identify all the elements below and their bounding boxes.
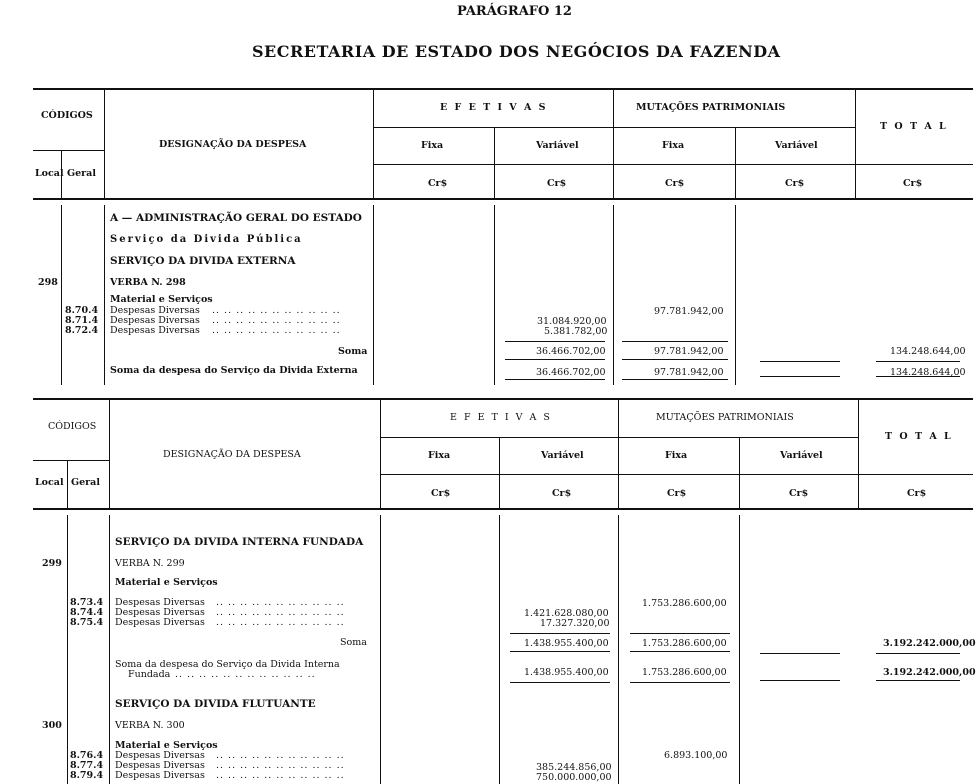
leader-dots: .. .. .. .. .. .. .. .. .. .. .. xyxy=(216,607,345,618)
currency-label: Cr$ xyxy=(907,488,927,499)
row-desc: Despesas Diversas xyxy=(115,760,205,771)
local-code: 299 xyxy=(42,558,62,569)
leader-dots: .. .. .. .. .. .. .. .. .. .. .. .. xyxy=(175,669,316,680)
local-label: Local xyxy=(35,168,64,179)
soma-servico-variavel: 36.466.702,00 xyxy=(536,367,606,378)
local-code: 298 xyxy=(38,277,58,288)
efetivas-label: E F E T I V A S xyxy=(450,412,552,423)
variavel-value: 17.327.320,00 xyxy=(540,618,610,629)
currency-label: Cr$ xyxy=(431,488,451,499)
material-label: Material e Serviços xyxy=(115,740,218,751)
mutacoes-fixa-label: Fixa xyxy=(665,450,688,461)
soma-mut-fixa: 1.753.286.600,00 xyxy=(642,638,727,649)
material-label: Material e Serviços xyxy=(115,577,218,588)
leader-dots: .. .. .. .. .. .. .. .. .. .. .. xyxy=(216,760,345,771)
row-desc: Despesas Diversas xyxy=(110,325,200,336)
servico-divida-publica: Serviço da Divida Pública xyxy=(110,234,303,245)
soma-servico-label: Soma da despesa do Serviço da Divida Externa xyxy=(110,365,358,376)
codigos-label: CÓDIGOS xyxy=(48,421,97,432)
section-subtitle: SERVIÇO DA DIVIDA INTERNA FUNDADA xyxy=(115,536,364,548)
geral-label: Geral xyxy=(71,477,100,488)
variavel-value: 750.000.000,00 xyxy=(536,772,612,783)
geral-label: Geral xyxy=(67,168,96,179)
verba-label: VERBA N. 299 xyxy=(115,558,185,569)
mutacoes-variavel-label: Variável xyxy=(780,450,823,461)
geral-code: 8.72.4 xyxy=(65,325,99,336)
leader-dots: .. .. .. .. .. .. .. .. .. .. .. xyxy=(216,770,345,781)
currency-label: Cr$ xyxy=(552,488,572,499)
soma-variavel: 36.466.702,00 xyxy=(536,346,606,357)
geral-code: 8.74.4 xyxy=(70,607,104,618)
soma-servico-label: Soma da despesa do Serviço da Divida Interna xyxy=(115,659,340,670)
mut-fixa-value: 1.753.286.600,00 xyxy=(642,598,727,609)
leader-dots: .. .. .. .. .. .. .. .. .. .. .. xyxy=(216,750,345,761)
soma-servico-label-cont: Fundada xyxy=(128,669,171,680)
row-desc: Despesas Diversas xyxy=(115,597,205,608)
leader-dots: .. .. .. .. .. .. .. .. .. .. .. xyxy=(216,597,345,608)
mut-fixa-value: 97.781.942,00 xyxy=(654,306,724,317)
geral-code: 8.75.4 xyxy=(70,617,104,628)
section-a-title: A — ADMINISTRAÇÃO GERAL DO ESTADO xyxy=(110,212,362,224)
soma-mut-fixa: 97.781.942,00 xyxy=(654,346,724,357)
currency-label: Cr$ xyxy=(789,488,809,499)
row-desc: Despesas Diversas xyxy=(115,617,205,628)
mut-fixa-value: 6.893.100,00 xyxy=(664,750,728,761)
soma-servico-mut-fixa: 97.781.942,00 xyxy=(654,367,724,378)
local-label: Local xyxy=(35,477,64,488)
local-code: 300 xyxy=(42,720,62,731)
currency-label: Cr$ xyxy=(785,178,805,189)
leader-dots: .. .. .. .. .. .. .. .. .. .. .. xyxy=(216,617,345,628)
material-label: Material e Serviços xyxy=(110,294,213,305)
verba-label: VERBA N. 298 xyxy=(110,277,186,288)
soma-servico-total: 3.192.242.000,00 xyxy=(883,667,976,678)
leader-dots: .. .. .. .. .. .. .. .. .. .. .. xyxy=(212,305,341,316)
mutacoes-label: MUTAÇÕES PATRIMONIAIS xyxy=(656,412,794,423)
geral-code: 8.76.4 xyxy=(70,750,104,761)
geral-code: 8.77.4 xyxy=(70,760,104,771)
currency-label: Cr$ xyxy=(428,178,448,189)
row-desc: Despesas Diversas xyxy=(115,607,205,618)
designacao-label: DESIGNAÇÃO DA DESPESA xyxy=(159,139,307,150)
variavel-value: 31.084.920,00 xyxy=(537,316,607,327)
efetivas-fixa-label: Fixa xyxy=(428,450,451,461)
total-label: T O T A L xyxy=(880,121,948,132)
mutacoes-label: MUTAÇÕES PATRIMONIAIS xyxy=(636,102,786,113)
soma-total: 134.248.644,00 xyxy=(890,346,966,357)
efetivas-label: E F E T I V A S xyxy=(440,102,548,113)
mutacoes-fixa-label: Fixa xyxy=(662,140,685,151)
soma-servico-mut-fixa: 1.753.286.600,00 xyxy=(642,667,727,678)
row-desc: Despesas Diversas xyxy=(110,305,200,316)
section-subtitle: SERVIÇO DA DIVIDA EXTERNA xyxy=(110,255,296,267)
efetivas-variavel-label: Variável xyxy=(541,450,584,461)
efetivas-fixa-label: Fixa xyxy=(421,140,444,151)
row-desc: Despesas Diversas xyxy=(110,315,200,326)
currency-label: Cr$ xyxy=(903,178,923,189)
variavel-value: 385.244.856,00 xyxy=(536,762,612,773)
currency-label: Cr$ xyxy=(665,178,685,189)
currency-label: Cr$ xyxy=(667,488,687,499)
codigos-label: CÓDIGOS xyxy=(41,110,93,121)
variavel-value: 5.381.782,00 xyxy=(544,326,608,337)
mutacoes-variavel-label: Variável xyxy=(775,140,818,151)
section-subtitle: SERVIÇO DA DIVIDA FLUTUANTE xyxy=(115,698,316,710)
soma-servico-variavel: 1.438.955.400,00 xyxy=(524,667,609,678)
geral-code: 8.79.4 xyxy=(70,770,104,781)
leader-dots: .. .. .. .. .. .. .. .. .. .. .. xyxy=(212,325,341,336)
variavel-value: 1.421.628.080,00 xyxy=(524,608,609,619)
geral-code: 8.73.4 xyxy=(70,597,104,608)
soma-total: 3.192.242.000,00 xyxy=(883,638,976,649)
geral-code: 8.70.4 xyxy=(65,305,99,316)
soma-variavel: 1.438.955.400,00 xyxy=(524,638,609,649)
row-desc: Despesas Diversas xyxy=(115,750,205,761)
leader-dots: .. .. .. .. .. .. .. .. .. .. .. xyxy=(212,315,341,326)
verba-label: VERBA N. 300 xyxy=(115,720,185,731)
currency-label: Cr$ xyxy=(547,178,567,189)
paragraph-heading: PARÁGRAFO 12 xyxy=(457,4,572,19)
soma-label: Soma xyxy=(338,346,368,357)
geral-code: 8.71.4 xyxy=(65,315,99,326)
secretaria-title: SECRETARIA DE ESTADO DOS NEGÓCIOS DA FAZENDA xyxy=(252,42,781,61)
designacao-label: DESIGNAÇÃO DA DESPESA xyxy=(163,449,301,460)
soma-label: Soma xyxy=(340,637,367,648)
total-label: T O T A L xyxy=(885,431,953,442)
efetivas-variavel-label: Variável xyxy=(536,140,579,151)
row-desc: Despesas Diversas xyxy=(115,770,205,781)
soma-servico-total: 134.248.644,00 xyxy=(890,367,966,378)
